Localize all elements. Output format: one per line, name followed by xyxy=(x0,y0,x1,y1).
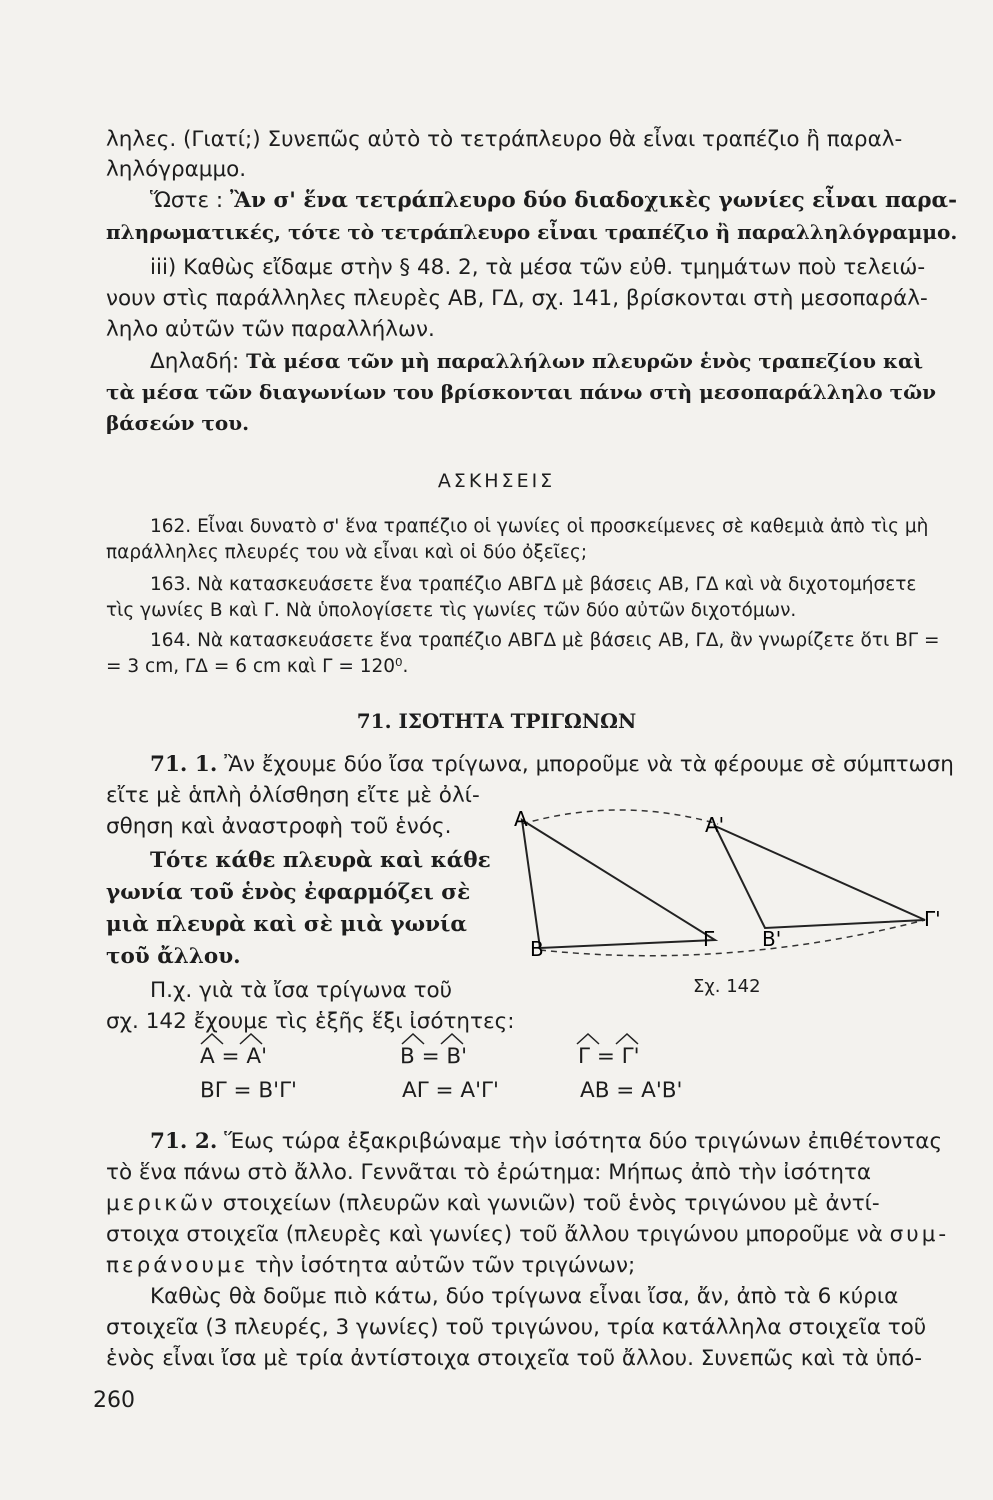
figure-caption: Σχ. 142 xyxy=(693,976,761,997)
s2-line-8: ἑνὸς εἶναι ἴσα μὲ τρία ἀντίστοιχα στοιχεῖα τοῦ ἄλλου. Συνεπῶς καὶ τὰ ὑπό- xyxy=(106,1346,923,1371)
exercise-164-line-1: 164. Νὰ κατασκευάσετε ἕνα τραπέζιο ΑΒΓΔ μὲ βάσεις ΑΒ, ΓΔ, ἂν γνωρίζετε ὅτι ΒΓ = xyxy=(150,630,940,651)
equality-side-ag: ΑΓ = Α'Γ' xyxy=(402,1078,499,1103)
s2-line-1: 71. 2. Ἕως τώρα ἐξακριβώναμε τὴν ἰσότητα δύο τριγώνων ἐπιθέτοντας xyxy=(150,1129,943,1154)
iii-line-3: ληλο αὐτῶν τῶν παραλλήλων. xyxy=(106,317,435,342)
hat-g-prime xyxy=(616,1034,638,1044)
label-b-prime: Β' xyxy=(762,927,782,951)
s1-line-1: 71. 1. Ἂν ἔχουμε δύο ἴσα τρίγωνα, μποροῦμε νὰ τὰ φέρουμε σὲ σύμπτωση xyxy=(150,752,954,777)
exercise-163-line-1: 163. Νὰ κατασκευάσετε ἕνα τραπέζιο ΑΒΓΔ μὲ βάσεις ΑΒ, ΓΔ καὶ νὰ διχοτομήσετε xyxy=(150,574,917,595)
s1-bold-3: μιὰ πλευρὰ καὶ σὲ μιὰ γωνία xyxy=(106,912,467,937)
iii-line-4: Δηλαδή: Τὰ μέσα τῶν μὴ παραλλήλων πλευρῶν ἑνὸς τραπεζίου καὶ xyxy=(150,349,924,374)
hat-b xyxy=(402,1034,424,1044)
s1-bold-1: Τότε κάθε πλευρὰ καὶ κάθε xyxy=(150,848,491,873)
intro-line-1: ληλες. (Γιατί;) Συνεπῶς αὐτὸ τὸ τετράπλευρο θὰ εἶναι τραπέζιο ἢ παραλ- xyxy=(106,127,903,152)
s1-bold-2: γωνία τοῦ ἑνὸς ἐφαρμόζει σὲ xyxy=(106,880,471,905)
s1-line-2: εἴτε μὲ ἁπλὴ ὀλίσθηση εἴτε μὲ ὀλί- xyxy=(106,783,480,808)
equality-angle-g: Γ = Γ' xyxy=(578,1044,640,1069)
label-a-prime: Α' xyxy=(705,813,725,837)
slide-arc-bottom xyxy=(540,920,925,956)
iii-line-6: βάσεών του. xyxy=(106,411,250,435)
equality-side-ab: ΑΒ = Α'Β' xyxy=(580,1078,683,1103)
triangle-abg-prime xyxy=(715,826,925,928)
hat-a xyxy=(201,1034,223,1044)
angle-hats xyxy=(198,1030,658,1048)
equality-angle-b: Β = Β' xyxy=(400,1044,468,1069)
label-b: Β xyxy=(530,937,544,961)
exercise-162-line-1: 162. Εἶναι δυνατὸ σ' ἕνα τραπέζιο οἱ γωνίες οἱ προσκείμενες σὲ καθεμιὰ ἀπὸ τὶς μὴ xyxy=(150,516,929,537)
hat-b-prime xyxy=(441,1034,463,1044)
equality-side-bg: ΒΓ = Β'Γ' xyxy=(200,1078,297,1103)
label-g: Γ xyxy=(703,927,715,951)
iii-line-2: νουν στὶς παράλληλες πλευρὲς ΑΒ, ΓΔ, σχ. 141, βρίσκονται στὴ μεσοπαράλ- xyxy=(106,286,928,311)
intro-line-2: ληλόγραμμο. xyxy=(106,157,247,182)
triangle-abg xyxy=(522,820,715,948)
s2-line-2: τὸ ἕνα πάνω στὸ ἄλλο. Γεννᾶται τὸ ἐρώτημα: Μήπως ἀπὸ τὴν ἰσότητα xyxy=(106,1160,872,1185)
s2-line-5: περάνουμε τὴν ἰσότητα αὐτῶν τῶν τριγώνων; xyxy=(106,1253,636,1278)
s2-line-6: Καθὼς θὰ δοῦμε πιὸ κάτω, δύο τρίγωνα εἶναι ἴσα, ἄν, ἀπὸ τὰ 6 κύρια xyxy=(150,1284,899,1309)
exercises-heading: ΑΣΚΗΣΕΙΣ xyxy=(437,470,556,492)
s2-line-7: στοιχεῖα (3 πλευρές, 3 γωνίες) τοῦ τριγώνου, τρία κατάλληλα στοιχεῖα τοῦ xyxy=(106,1315,927,1340)
s1-line-3: σθηση καὶ ἀναστροφὴ τοῦ ἑνός. xyxy=(106,814,452,839)
figure-142 xyxy=(500,800,960,1000)
intro-line-4: πληρωματικές, τότε τὸ τετράπλευρο εἶναι τραπέζιο ἢ παραλληλόγραμμο. xyxy=(106,220,958,244)
slide-arc-top xyxy=(522,810,718,824)
hat-a-prime xyxy=(240,1034,262,1044)
intro-line-3: Ὥστε : Ἂν σ' ἕνα τετράπλευρο δύο διαδοχικὲς γωνίες εἶναι παρα- xyxy=(150,188,958,213)
page-number: 260 xyxy=(93,1388,135,1413)
exercise-163-line-2: τὶς γωνίες Β καὶ Γ. Νὰ ὑπολογίσετε τὶς γωνίες τῶν δύο αὐτῶν διχοτόμων. xyxy=(106,600,797,621)
iii-line-5: τὰ μέσα τῶν διαγωνίων του βρίσκονται πάνω στὴ μεσοπαράλληλο τῶν xyxy=(106,380,936,404)
iii-line-1: iii) Καθὼς εἴδαμε στὴν § 48. 2, τὰ μέσα τῶν εὐθ. τμημάτων ποὺ τελειώ- xyxy=(150,255,926,280)
label-g-prime: Γ' xyxy=(924,907,941,931)
s1-bold-4: τοῦ ἄλλου. xyxy=(106,944,241,969)
exercise-162-line-2: παράλληλες πλευρές του νὰ εἶναι καὶ οἱ δύο ὀξεῖες; xyxy=(106,542,588,563)
equality-angle-a: Α = Α' xyxy=(200,1044,268,1069)
section-71-title: 71. ΙΣΟΤΗΤΑ ΤΡΙΓΩΝΩΝ xyxy=(356,709,637,733)
s2-line-3: μερικῶν στοιχείων (πλευρῶν καὶ γωνιῶν) τοῦ ἑνὸς τριγώνου μὲ ἀντί- xyxy=(106,1191,880,1216)
hat-g xyxy=(577,1034,599,1044)
s1-line-4: Π.χ. γιὰ τὰ ἴσα τρίγωνα τοῦ xyxy=(150,978,453,1003)
label-a: Α xyxy=(514,807,528,831)
s1-line-5: σχ. 142 ἔχουμε τὶς ἑξῆς ἕξι ἰσότητες: xyxy=(106,1009,515,1034)
exercise-164-line-2: = 3 cm, ΓΔ = 6 cm καὶ Γ = 120⁰. xyxy=(106,656,409,677)
s2-line-4: στοιχα στοιχεῖα (πλευρὲς καὶ γωνίες) τοῦ ἄλλου τριγώνου μποροῦμε νὰ συμ- xyxy=(106,1222,950,1247)
